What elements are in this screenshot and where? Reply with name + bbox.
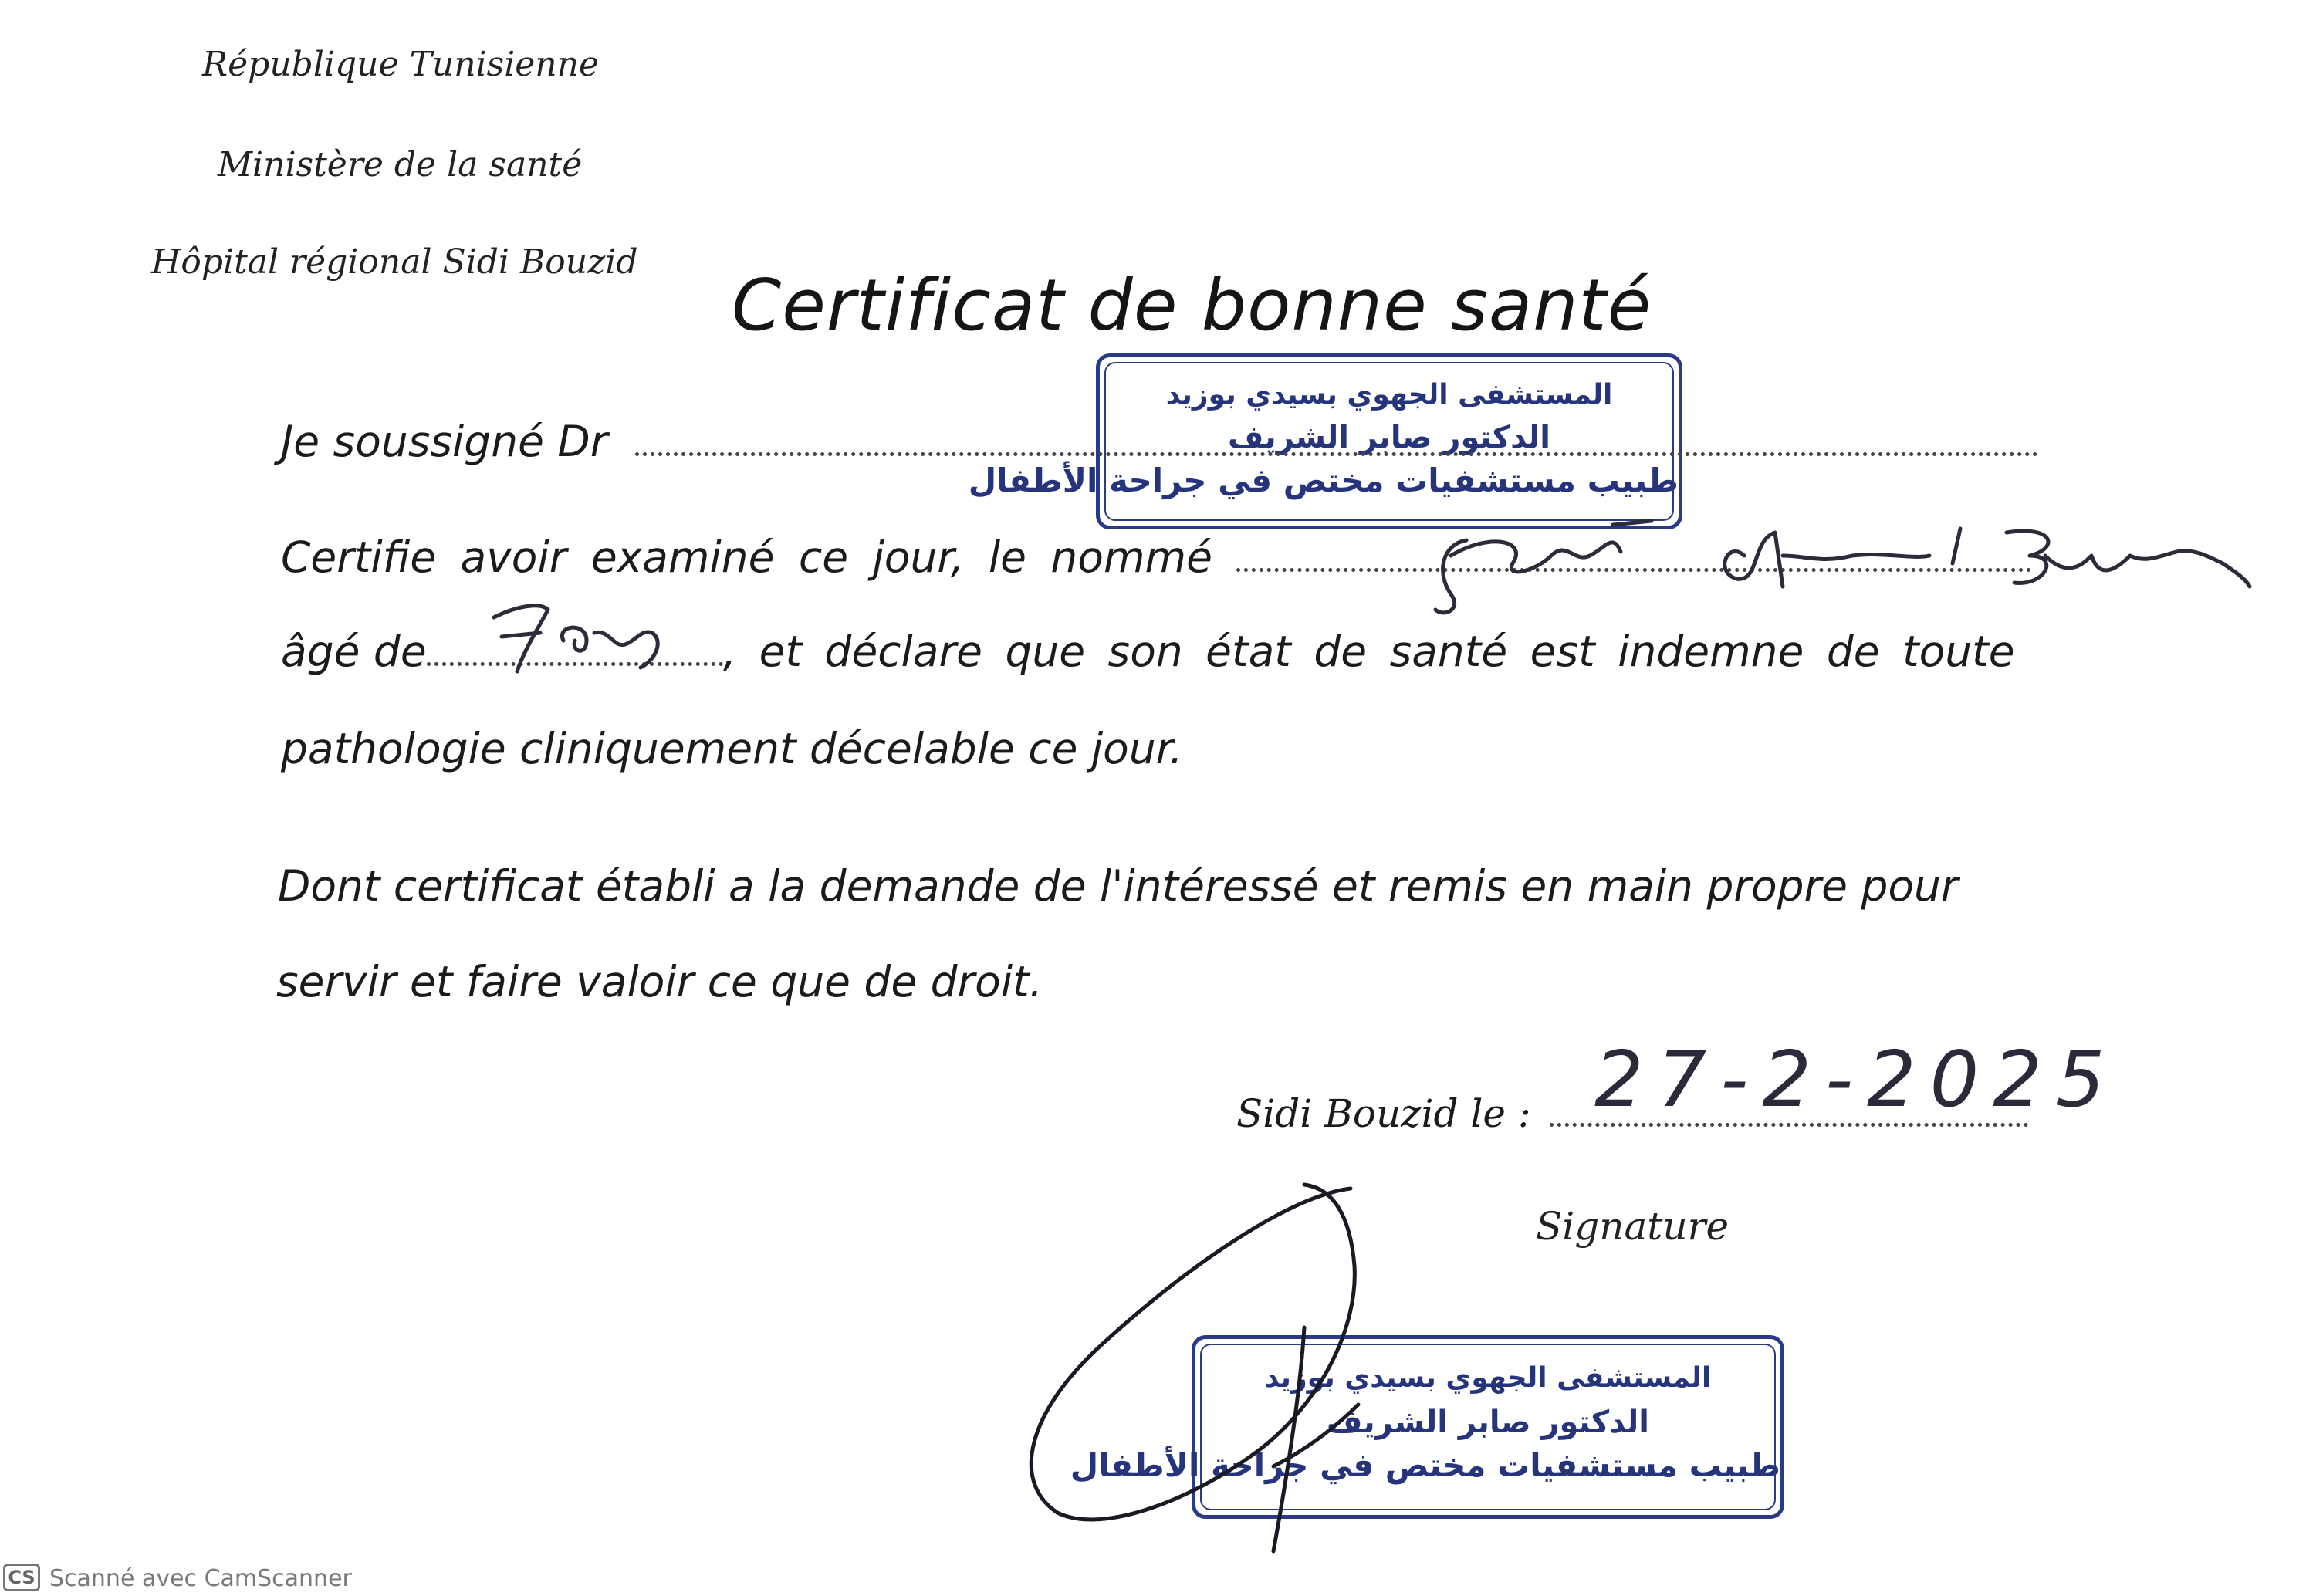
body-line-delivered: Dont certificat établi a la demande de l'intéressé et remis en main propre pour xyxy=(278,861,1959,911)
body-line-rights: servir et faire valoir ce que de droit. xyxy=(276,957,1043,1006)
document-title: Certificat de bonne santé xyxy=(732,264,1652,347)
stamp-bottom-line-1: المستشفى الجهوي بسيدي بوزيد xyxy=(1264,1362,1712,1394)
signature-label: Signature xyxy=(1536,1204,1730,1249)
stamp-line-1: المستشفى الجهوي بسيدي بوزيد xyxy=(1165,379,1613,411)
body-line-doctor xyxy=(281,417,2038,466)
age-handwriting xyxy=(478,594,679,679)
camscanner-logo: CS xyxy=(3,1564,40,1591)
age-suffix: , et déclare que son état de santé est indemne de toute xyxy=(722,627,2015,676)
header-hospital: Hôpital régional Sidi Bouzid xyxy=(151,242,638,282)
age-label: âgé de xyxy=(281,627,427,676)
doctor-signature xyxy=(996,1173,1397,1559)
date-value-handwritten: 27-2-2025 xyxy=(1594,1034,2119,1124)
stamp-bottom-line-3: طبيب مستشفيات مختص في جراحة الأطفال xyxy=(1070,1446,1780,1484)
stamp-line-2: الدكتور صابر الشريف xyxy=(1228,420,1550,455)
patient-name-handwriting xyxy=(1420,509,2254,625)
stamp-line-3: طبيب مستشفيات مختص في جراحة الأطفال xyxy=(968,462,1679,499)
doctor-label: Je soussigné Dr xyxy=(281,417,608,466)
stamp-bottom-line-2: الدكتور صابر الشريف xyxy=(1327,1405,1649,1440)
place-date-label: Sidi Bouzid le : xyxy=(1236,1091,1531,1136)
header-republic: République Tunisienne xyxy=(202,45,600,84)
doctor-name-field xyxy=(635,445,2038,456)
patient-label: Certifie avoir examiné ce jour, le nommé xyxy=(281,533,1212,582)
header-ministry: Ministère de la santé xyxy=(218,145,583,184)
camscanner-footer-text: Scanné avec CamScanner xyxy=(49,1565,352,1592)
body-line-pathology: pathologie cliniquement décelable ce jour. xyxy=(281,724,1183,773)
